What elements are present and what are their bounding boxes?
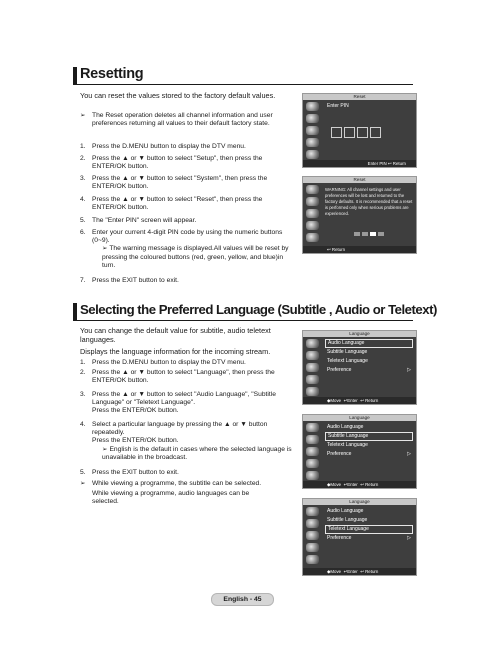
menu-list xyxy=(325,339,413,395)
setup-icon xyxy=(306,221,319,230)
menu-item-subtitle-language[interactable]: Subtitle Language xyxy=(327,517,368,523)
screen-header: Reset xyxy=(303,177,416,183)
pin-digit-box[interactable] xyxy=(370,127,381,138)
menu-item-subtitle-language[interactable]: Subtitle Language xyxy=(327,349,368,355)
section-bar xyxy=(73,303,77,320)
menu-item-audio-language[interactable]: Audio Language xyxy=(327,508,364,514)
color-button[interactable] xyxy=(354,232,360,236)
pin-digit-box[interactable] xyxy=(331,127,342,138)
tv-screen-warning xyxy=(302,176,417,254)
menu-list xyxy=(325,507,413,566)
icon-column xyxy=(305,507,322,566)
tv-screen-language-audio xyxy=(302,330,417,405)
color-button[interactable] xyxy=(378,232,384,236)
channel-icon xyxy=(306,363,319,372)
screen-footer: ◆Move ↵Enter ↩ Return xyxy=(303,481,416,488)
intro-text-2: Displays the language information for the incoming stream. xyxy=(80,347,271,356)
menu-item-preference[interactable]: Preference ▷ xyxy=(327,367,411,373)
setup-icon xyxy=(306,375,319,384)
color-button[interactable] xyxy=(362,232,368,236)
menu-item-subtitle-language[interactable]: Subtitle Language xyxy=(325,432,413,441)
section-rule xyxy=(73,84,413,85)
tv-screen-language-teletext xyxy=(302,498,417,576)
tv-screen-enter-pin xyxy=(302,93,417,168)
channel-icon xyxy=(306,126,319,135)
menu-item-teletext-language[interactable]: Teletext Language xyxy=(327,358,368,364)
menu-item-preference[interactable]: Preference ▷ xyxy=(327,451,411,457)
picture-icon xyxy=(306,339,319,348)
color-button[interactable] xyxy=(370,232,376,236)
icon-column xyxy=(305,339,322,395)
menu-list xyxy=(325,423,413,479)
menu-item-audio-language[interactable]: Audio Language xyxy=(325,339,413,348)
screen-footer: ◆Move ↵Enter ↩ Return xyxy=(303,397,416,404)
screen-footer: Enter PIN ↩ Return xyxy=(303,160,416,167)
section-bar xyxy=(73,67,77,84)
setup-icon xyxy=(306,138,319,147)
input-icon xyxy=(306,387,319,396)
menu-item-teletext-language[interactable]: Teletext Language xyxy=(325,525,413,534)
pin-digit-box[interactable] xyxy=(344,127,355,138)
screen-header: Language xyxy=(303,331,416,337)
sound-icon xyxy=(306,435,319,444)
menu-item-preference[interactable]: Preference ▷ xyxy=(327,535,411,541)
sound-icon xyxy=(306,114,319,123)
arrow-right-icon: ▷ xyxy=(407,535,411,541)
channel-icon xyxy=(306,531,319,540)
menu-item-audio-language[interactable]: Audio Language xyxy=(327,424,364,430)
pin-boxes xyxy=(325,125,413,143)
section-title-language: Selecting the Preferred Language (Subtitle , Audio or Teletext) xyxy=(80,302,437,317)
picture-icon xyxy=(306,507,319,516)
warning-text: WARNING: All channel settings and user preferences will be lost and returned to the factory defaults. It is recommended that a reset is performed only when serious problems are experienced. xyxy=(325,187,413,216)
sound-icon xyxy=(306,197,319,206)
input-icon xyxy=(306,233,319,242)
intro-text: You can change the default value for subtitle, audio teletext languages. xyxy=(80,326,271,345)
input-icon xyxy=(306,150,319,159)
tv-screen-language-subtitle xyxy=(302,414,417,489)
sound-icon xyxy=(306,351,319,360)
screen-footer: ◆Move ↵Enter ↩ Return xyxy=(303,568,416,575)
picture-icon xyxy=(306,102,319,111)
picture-icon xyxy=(306,423,319,432)
section-rule xyxy=(73,320,413,321)
arrow-right-icon: ▷ xyxy=(407,367,411,373)
page-number: English - 45 xyxy=(211,593,274,606)
setup-icon xyxy=(306,459,319,468)
icon-column xyxy=(305,423,322,479)
channel-icon xyxy=(306,209,319,218)
pin-digit-box[interactable] xyxy=(357,127,368,138)
pin-content xyxy=(325,102,413,158)
enter-pin-label: Enter PIN xyxy=(327,103,349,109)
section-title-resetting: Resetting xyxy=(80,66,144,82)
intro-text: You can reset the values stored to the factory default values. xyxy=(80,91,276,100)
warning-content xyxy=(325,185,413,244)
icon-column xyxy=(305,185,322,244)
menu-item-teletext-language[interactable]: Teletext Language xyxy=(327,442,368,448)
setup-icon xyxy=(306,543,319,552)
arrow-right-icon: ▷ xyxy=(407,451,411,457)
screen-header: Language xyxy=(303,499,416,505)
color-buttons xyxy=(325,223,413,241)
picture-icon xyxy=(306,185,319,194)
channel-icon xyxy=(306,447,319,456)
input-icon xyxy=(306,471,319,480)
screen-header: Language xyxy=(303,415,416,421)
icon-column xyxy=(305,102,322,158)
screen-footer: ↩ Return xyxy=(303,246,416,253)
input-icon xyxy=(306,555,319,564)
screen-header: Reset xyxy=(303,94,416,100)
sound-icon xyxy=(306,519,319,528)
